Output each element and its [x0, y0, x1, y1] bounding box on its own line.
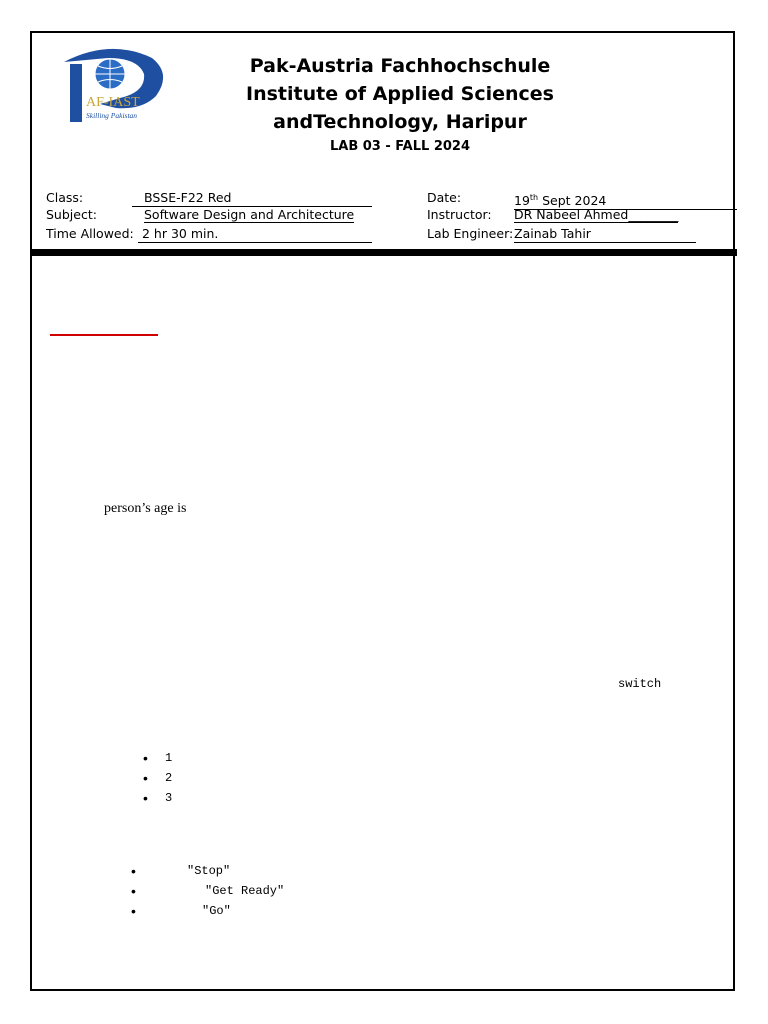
bullet-2: • — [143, 770, 148, 786]
logo-graphic — [60, 44, 170, 126]
logo-tagline: Skilling Pakistan — [86, 111, 138, 120]
bullet-1: • — [143, 750, 148, 766]
engineer-value: Zainab Tahir — [514, 226, 696, 243]
institute-logo — [60, 44, 170, 126]
bullet-6: • — [131, 903, 136, 919]
institution-name: Pak-Austria Fachhochschule — [249, 55, 551, 77]
header-divider — [30, 249, 737, 256]
number-item-3: 3 — [165, 791, 173, 805]
signal-item-1: "Stop" — [187, 864, 231, 878]
signal-item-2: "Get Ready" — [205, 884, 285, 898]
subject-value: Software Design and Architecture — [144, 207, 355, 222]
signal-item-3: "Go" — [202, 904, 231, 918]
time-label: Time Allowed: — [46, 226, 134, 241]
bullet-4: • — [131, 863, 136, 879]
date-suffix: th — [529, 193, 539, 202]
date-label: Date: — [427, 190, 462, 205]
instructor-label: Instructor: — [427, 207, 492, 222]
time-value: 2 hr 30 min. — [138, 226, 372, 243]
class-label: Class: — [46, 190, 84, 205]
age-text: person’s age is — [104, 501, 187, 516]
institution-location: andTechnology, Haripur — [273, 111, 527, 133]
subject-label: Subject: — [46, 207, 97, 222]
lab-title: LAB 03 - FALL 2024 — [329, 139, 471, 154]
date-day: 19 — [514, 193, 530, 209]
class-value: BSSE-F22 Red — [132, 190, 372, 207]
number-item-1: 1 — [165, 751, 173, 765]
engineer-label: Lab Engineer: — [427, 226, 514, 241]
institution-subname: Institute of Applied Sciences — [246, 83, 554, 105]
number-item-2: 2 — [165, 771, 173, 785]
bullet-3: • — [143, 790, 148, 806]
instructor-value — [514, 207, 678, 223]
red-underline — [50, 334, 158, 336]
bullet-5: • — [131, 883, 136, 899]
instructor-name: DR Nabeel Ahmed________ — [514, 207, 679, 222]
logo-text: AF-IAST — [86, 95, 140, 110]
switch-keyword: switch — [618, 677, 662, 691]
subject-value-row — [132, 207, 372, 223]
date-month-year: Sept 2024 — [538, 193, 607, 209]
